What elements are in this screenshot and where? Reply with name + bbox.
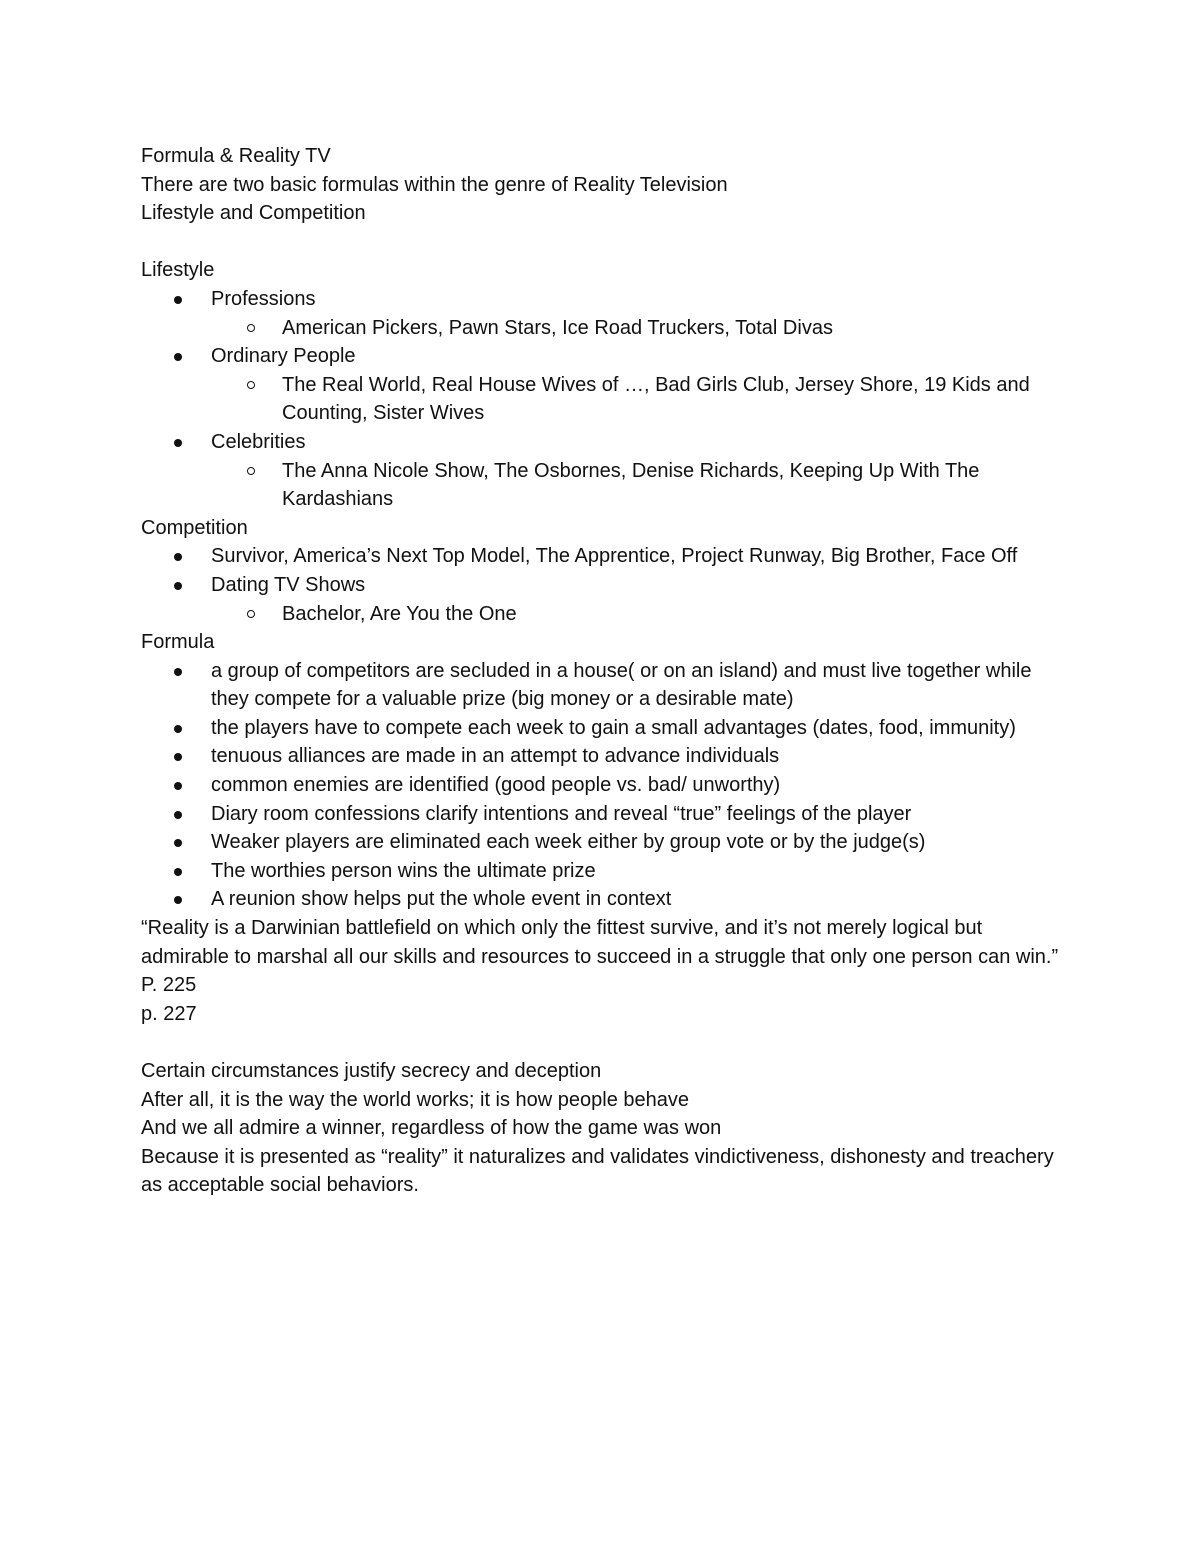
list-item <box>141 285 1061 314</box>
list-item-label: Survivor, America’s Next Top Model, The Apprentice, Project Runway, Big Brother, Face Off <box>211 545 1018 568</box>
blank-line <box>141 228 1061 257</box>
list-item <box>141 571 1061 600</box>
list-item <box>141 714 1061 743</box>
bullet-icon <box>174 811 182 819</box>
sub-list-item-label: The Anna Nicole Show, The Osbornes, Denise Richards, Keeping Up With The Kardashians <box>282 459 980 511</box>
sub-list-item <box>141 314 1061 343</box>
list-item <box>141 828 1061 857</box>
closing-line: Certain circumstances justify secrecy and deception <box>141 1060 602 1082</box>
bullet-icon <box>174 553 182 561</box>
circle-bullet-icon <box>247 324 255 332</box>
list-item-label: Dating TV Shows <box>211 573 366 596</box>
competition-heading: Competition <box>141 516 248 539</box>
lifestyle-list <box>141 285 1061 514</box>
blank-line <box>141 1028 1061 1057</box>
list-item-label: Celebrities <box>211 430 306 453</box>
lifestyle-heading: Lifestyle <box>141 259 215 282</box>
list-item-label: common enemies are identified (good people vs. bad/ unworthy) <box>211 774 781 797</box>
bullet-icon <box>174 896 182 904</box>
list-item-label: a group of competitors are secluded in a house( or on an island) and must live together while they compete for a valuable prize (big money or a desirable mate) <box>211 659 1032 711</box>
list-item <box>141 428 1061 457</box>
list-item-label: Ordinary People <box>211 345 356 368</box>
list-item-label: The worthies person wins the ultimate prize <box>211 859 596 882</box>
list-item <box>141 742 1061 771</box>
list-item <box>141 342 1061 371</box>
formula-heading: Formula <box>141 631 215 654</box>
list-item-label: Diary room confessions clarify intentions and reveal “true” feelings of the player <box>211 802 912 825</box>
bullet-icon <box>174 868 182 876</box>
list-item-label: tenuous alliances are made in an attempt to advance individuals <box>211 745 780 768</box>
circle-bullet-icon <box>247 467 255 475</box>
bullet-icon <box>174 439 182 447</box>
circle-bullet-icon <box>247 381 255 389</box>
bullet-icon <box>174 668 182 676</box>
sub-list-item-label: American Pickers, Pawn Stars, Ice Road Truckers, Total Divas <box>282 316 833 339</box>
list-item-label: A reunion show helps put the whole event in context <box>211 888 672 911</box>
list-item <box>141 800 1061 829</box>
list-item <box>141 542 1061 571</box>
bullet-icon <box>174 753 182 761</box>
list-item <box>141 885 1061 914</box>
sub-list-item <box>141 600 1061 629</box>
quote-paragraph: “Reality is a Darwinian battlefield on which only the fittest survive, and it’s not merely logical but admirable to marshal all our skills and resources to succeed in a struggle that only one person can win.” P. 225 <box>141 917 1059 997</box>
formula-list <box>141 657 1061 914</box>
list-item <box>141 771 1061 800</box>
list-item <box>141 657 1061 714</box>
list-item-label: the players have to compete each week to gain a small advantages (dates, food, immunity) <box>211 716 1016 739</box>
closing-line: After all, it is the way the world works; it is how people behave <box>141 1088 690 1111</box>
bullet-icon <box>174 782 182 790</box>
sub-list-item <box>141 457 1061 514</box>
list-item-label: Professions <box>211 287 316 310</box>
bullet-icon <box>174 839 182 847</box>
competition-list <box>141 542 1061 628</box>
sub-list-item-label: The Real World, Real House Wives of …, Bad Girls Club, Jersey Shore, 19 Kids and Counting, Sister Wives <box>282 373 1030 425</box>
closing-line: Because it is presented as “reality” it naturalizes and validates vindictiveness, dishonesty and treachery as acceptable social behaviors. <box>141 1145 1054 1197</box>
sub-list-item-label: Bachelor, Are You the One <box>282 602 517 625</box>
list-item-label: Weaker players are eliminated each week either by group vote or by the judge(s) <box>211 831 926 854</box>
sub-list-item <box>141 371 1061 428</box>
bullet-icon <box>174 353 182 361</box>
intro-line: There are two basic formulas within the genre of Reality Television <box>141 173 728 196</box>
subtitle-line: Lifestyle and Competition <box>141 202 366 225</box>
closing-line: And we all admire a winner, regardless of how the game was won <box>141 1117 722 1140</box>
document-body <box>141 142 1061 1200</box>
bullet-icon <box>174 582 182 590</box>
list-item <box>141 857 1061 886</box>
bullet-icon <box>174 296 182 304</box>
page-reference: p. 227 <box>141 1002 197 1025</box>
document-title: Formula & Reality TV <box>141 145 331 167</box>
bullet-icon <box>174 725 182 733</box>
circle-bullet-icon <box>247 610 255 618</box>
